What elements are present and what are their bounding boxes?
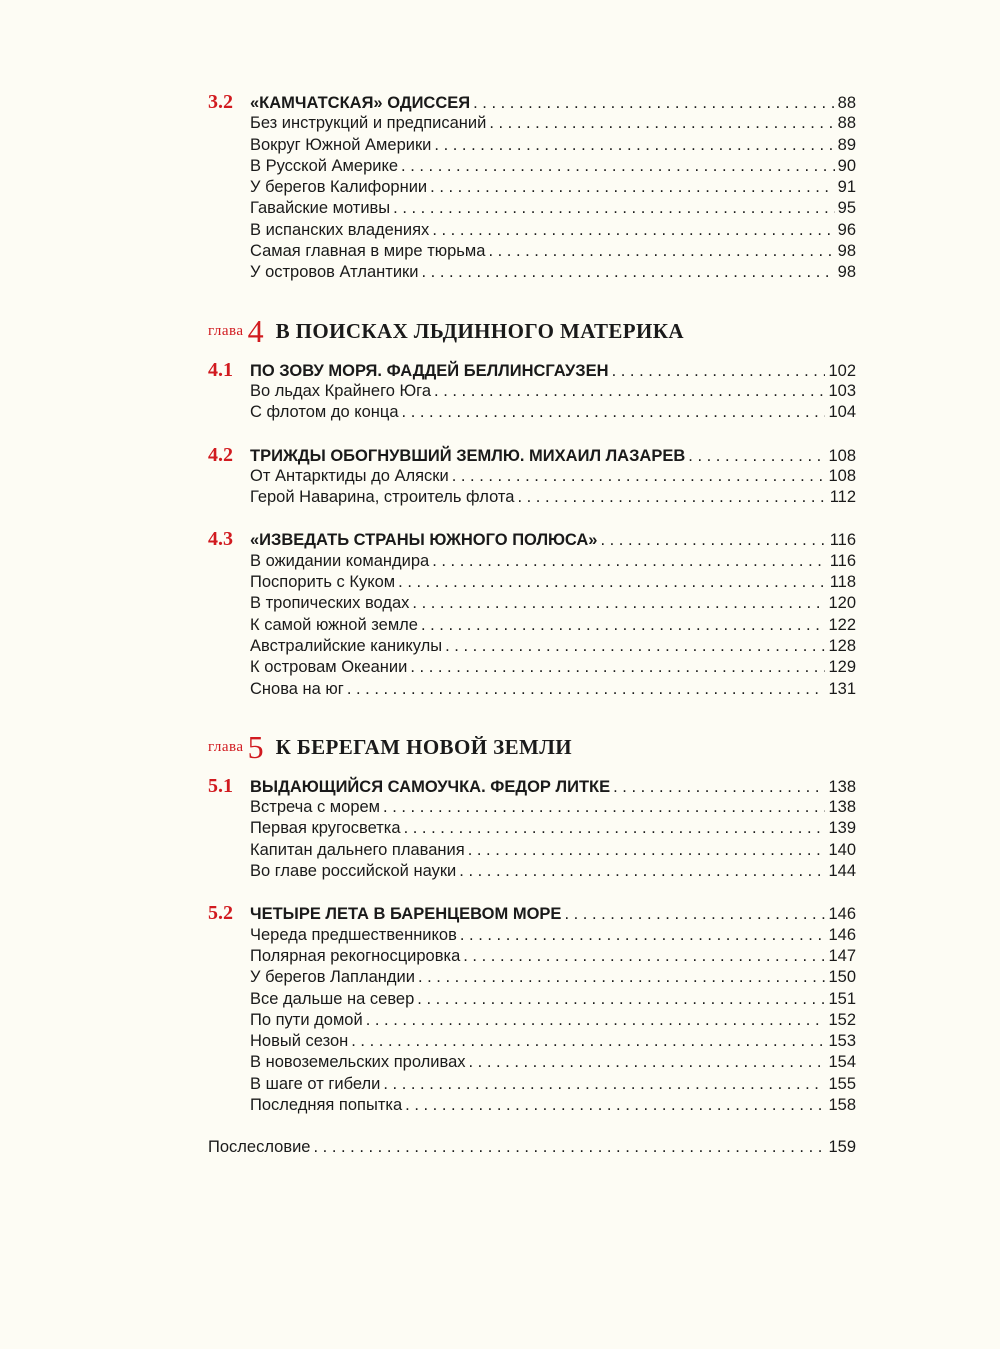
chapter-number: 5 <box>247 729 264 766</box>
entry-title: Герой Наварина, строитель флота <box>250 488 515 507</box>
entry-title: С флотом до конца <box>250 403 399 422</box>
subsection-list <box>208 466 856 509</box>
page-number: 104 <box>828 403 856 422</box>
dot-leader <box>613 777 825 798</box>
entry-title: Все дальше на север <box>250 989 415 1008</box>
page-number: 98 <box>837 242 856 261</box>
entry-title: К островам Океании <box>250 658 408 677</box>
page-number: 138 <box>828 798 856 817</box>
toc-entry[interactable] <box>208 1010 856 1031</box>
page-number: 144 <box>828 862 856 881</box>
section-title: ПО ЗОВУ МОРЯ. ФАДДЕЙ БЕЛЛИНСГАУЗЕН <box>250 361 609 380</box>
page-number: 108 <box>828 446 856 465</box>
section-heading[interactable] <box>208 529 856 550</box>
dot-leader <box>366 1010 826 1031</box>
toc-entry[interactable] <box>208 1074 856 1095</box>
section-number: 4.3 <box>208 528 233 551</box>
toc-entry[interactable] <box>208 840 856 861</box>
page-number: 103 <box>828 381 856 400</box>
page-number: 88 <box>837 114 856 133</box>
page-number: 151 <box>828 989 856 1008</box>
section-title: ЧЕТЫРЕ ЛЕТА В БАРЕНЦЕВОМ МОРЕ <box>250 905 562 924</box>
chapter-heading[interactable] <box>208 300 856 364</box>
section-title: «КАМЧАТСКАЯ» ОДИССЕЯ <box>250 94 471 112</box>
entry-title: Австралийские каникулы <box>250 636 443 655</box>
dot-leader <box>401 156 835 177</box>
section-heading[interactable] <box>208 903 856 924</box>
dot-leader <box>421 262 834 283</box>
toc-entry[interactable] <box>208 113 856 134</box>
dot-leader <box>432 551 827 572</box>
page-number: 91 <box>837 178 856 197</box>
dot-leader <box>564 904 825 925</box>
dot-leader <box>463 946 825 967</box>
chapter-number: 4 <box>247 313 264 350</box>
entry-title: Поспорить с Куком <box>250 573 396 592</box>
entry-title: У островов Атлантики <box>250 263 419 282</box>
dot-leader <box>383 797 825 818</box>
toc-entry[interactable] <box>208 946 856 967</box>
page-number: 147 <box>828 946 856 965</box>
entry-title: Череда предшественников <box>250 925 457 944</box>
dot-leader <box>347 679 826 700</box>
subsection-list <box>208 797 856 882</box>
toc-entry[interactable] <box>208 487 856 508</box>
page-number: 116 <box>829 551 856 570</box>
toc-entry[interactable] <box>208 797 856 818</box>
entry-title: Первая кругосветка <box>250 819 401 838</box>
spacer <box>208 508 856 529</box>
section-number: 5.2 <box>208 902 233 925</box>
page-number: 140 <box>828 840 856 859</box>
dot-leader <box>488 241 834 262</box>
page-number: 159 <box>828 1138 856 1157</box>
entry-title: В шаге от гибели <box>250 1074 381 1093</box>
entry-title: Последняя попытка <box>250 1095 403 1114</box>
toc-entry[interactable] <box>208 135 856 156</box>
dot-leader <box>418 967 826 988</box>
dot-leader <box>445 636 825 657</box>
page-number: 158 <box>828 1095 856 1114</box>
dot-leader <box>489 113 834 134</box>
page-number: 122 <box>828 615 856 634</box>
toc-entry[interactable] <box>208 925 856 946</box>
dot-leader <box>434 135 834 156</box>
entry-title: К самой южной земле <box>250 615 418 634</box>
entry-title: В тропических водах <box>250 594 410 613</box>
entry-title: Во главе российской науки <box>250 862 457 881</box>
toc-entry[interactable] <box>208 466 856 487</box>
dot-leader <box>517 487 826 508</box>
toc-entry[interactable] <box>208 636 856 657</box>
page-number: 146 <box>828 905 856 924</box>
section-heading[interactable] <box>208 360 856 381</box>
page-number: 155 <box>828 1074 856 1093</box>
subsection-list <box>208 925 856 1117</box>
toc-entry[interactable] <box>208 572 856 593</box>
toc-entry[interactable] <box>208 615 856 636</box>
dot-leader <box>398 572 827 593</box>
page-number: 102 <box>828 361 856 380</box>
page-number: 153 <box>828 1032 856 1051</box>
page-number: 116 <box>829 531 856 550</box>
toc-entry[interactable] <box>208 989 856 1010</box>
spacer <box>208 882 856 903</box>
dot-leader <box>688 446 825 467</box>
toc-entry[interactable] <box>208 1095 856 1116</box>
toc-entry[interactable] <box>208 1031 856 1052</box>
subsection-list <box>208 381 856 424</box>
page-number: 118 <box>829 573 856 592</box>
dot-leader <box>452 466 826 487</box>
entry-title: Вокруг Южной Америки <box>250 135 432 154</box>
page-number: 152 <box>828 1010 856 1029</box>
entry-title: В Русской Америке <box>250 156 399 175</box>
entry-title: Без инструкций и предписаний <box>250 114 487 133</box>
dot-leader <box>434 381 825 402</box>
toc-entry[interactable] <box>208 402 856 423</box>
entry-title: У берегов Лапландии <box>250 968 415 987</box>
chapter-word: глава <box>208 323 244 340</box>
section-number: 5.1 <box>208 774 233 797</box>
page-number: 98 <box>837 263 856 282</box>
dot-leader <box>460 925 826 946</box>
page-number: 131 <box>828 679 856 698</box>
dot-leader <box>421 615 826 636</box>
dot-leader <box>430 177 834 198</box>
toc-entry[interactable] <box>208 262 856 283</box>
section-heading[interactable] <box>208 776 856 797</box>
page-number: 96 <box>837 220 856 239</box>
dot-leader <box>600 530 826 551</box>
page-number: 108 <box>828 466 856 485</box>
toc-entry[interactable] <box>208 679 856 700</box>
chapter-heading[interactable] <box>208 716 856 780</box>
table-of-contents <box>208 92 856 1159</box>
dot-leader <box>383 1074 825 1095</box>
section-title: ВЫДАЮЩИЙСЯ САМОУЧКА. ФЕДОР ЛИТКЕ <box>250 777 611 796</box>
afterword-title: Послесловие <box>208 1138 311 1157</box>
dot-leader <box>432 220 834 241</box>
entry-title: В ожидании командира <box>250 551 430 570</box>
page-number: 90 <box>837 156 856 175</box>
toc-entry[interactable] <box>208 177 856 198</box>
chapter-title: К БЕРЕГАМ НОВОЙ ЗЕМЛИ <box>275 735 572 760</box>
entry-title: Встреча с морем <box>250 798 381 817</box>
dot-leader <box>417 989 825 1010</box>
entry-title: Снова на юг <box>250 679 344 698</box>
entry-title: Самая главная в мире тюрьма <box>250 242 486 261</box>
page-number: 88 <box>837 94 856 112</box>
page-number: 95 <box>837 199 856 218</box>
entry-title: Гавайские мотивы <box>250 199 391 218</box>
chapter-word: глава <box>208 739 244 756</box>
page-number: 138 <box>828 777 856 796</box>
section-number: 3.2 <box>208 91 233 113</box>
section-number: 4.2 <box>208 443 233 466</box>
toc-entry[interactable] <box>208 156 856 177</box>
dot-leader <box>314 1137 826 1158</box>
subsection-list <box>208 551 856 700</box>
toc-entry[interactable] <box>208 198 856 219</box>
toc-entry[interactable] <box>208 241 856 262</box>
entry-title: В новоземельских проливах <box>250 1053 466 1072</box>
page-number: 150 <box>828 968 856 987</box>
toc-entry[interactable] <box>208 967 856 988</box>
page-number: 129 <box>828 658 856 677</box>
entry-title: Полярная рекогносцировка <box>250 946 461 965</box>
subsection-list <box>208 113 856 283</box>
toc-entry[interactable] <box>208 593 856 614</box>
dot-leader <box>351 1031 825 1052</box>
toc-entry[interactable] <box>208 551 856 572</box>
entry-title: Капитан дальнего плавания <box>250 840 465 859</box>
dot-leader <box>393 198 834 219</box>
toc-entry[interactable] <box>208 1052 856 1073</box>
page-number: 154 <box>828 1053 856 1072</box>
dot-leader <box>404 818 826 839</box>
entry-title: Во льдах Крайнего Юга <box>250 381 432 400</box>
dot-leader <box>412 593 825 614</box>
entry-title: Новый сезон <box>250 1032 349 1051</box>
entry-title: По пути домой <box>250 1010 363 1029</box>
dot-leader <box>405 1095 825 1116</box>
dot-leader <box>402 402 826 423</box>
dot-leader <box>410 657 825 678</box>
dot-leader <box>473 93 835 114</box>
entry-title: В испанских владениях <box>250 220 430 239</box>
page-number: 89 <box>837 135 856 154</box>
section-heading[interactable] <box>208 92 856 113</box>
dot-leader <box>612 361 826 382</box>
toc-entry[interactable] <box>208 220 856 241</box>
toc-entry[interactable] <box>208 818 856 839</box>
page-number: 128 <box>828 636 856 655</box>
section-heading[interactable] <box>208 445 856 466</box>
section-number: 4.1 <box>208 358 233 381</box>
chapter-title: В ПОИСКАХ ЛЬДИННОГО МАТЕРИКА <box>275 319 684 344</box>
section-title: ТРИЖДЫ ОБОГНУВШИЙ ЗЕМЛЮ. МИХАИЛ ЛАЗАРЕВ <box>250 446 686 465</box>
toc-entry[interactable] <box>208 861 856 882</box>
page-number: 146 <box>828 925 856 944</box>
dot-leader <box>459 861 825 882</box>
dot-leader <box>468 840 826 861</box>
entry-title: У берегов Калифорнии <box>250 178 428 197</box>
spacer <box>208 424 856 445</box>
page-number: 139 <box>828 819 856 838</box>
page-number: 112 <box>829 488 856 507</box>
entry-title: От Антарктиды до Аляски <box>250 466 449 485</box>
page-number: 120 <box>828 594 856 613</box>
toc-entry[interactable] <box>208 381 856 402</box>
toc-entry[interactable] <box>208 657 856 678</box>
section-title: «ИЗВЕДАТЬ СТРАНЫ ЮЖНОГО ПОЛЮСА» <box>250 531 598 550</box>
dot-leader <box>469 1052 826 1073</box>
afterword-entry[interactable] <box>208 1137 856 1158</box>
